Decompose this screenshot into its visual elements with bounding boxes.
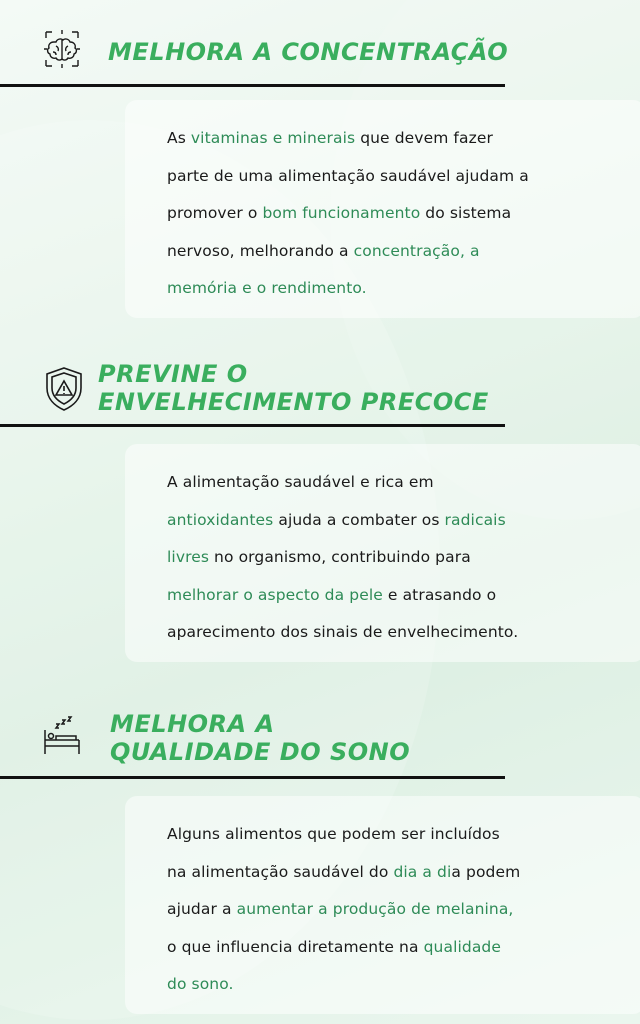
highlight-text: memória e o rendimento. xyxy=(167,279,367,297)
body-text: o que influencia diretamente na xyxy=(167,937,424,956)
section-heading xyxy=(98,360,489,416)
body-line xyxy=(167,816,615,854)
body-line xyxy=(167,854,615,892)
body-text: Alguns alimentos que podem ser incluídos xyxy=(167,825,500,843)
shield-warning-icon xyxy=(44,366,84,412)
body-line xyxy=(167,891,615,929)
body-text: do sistema xyxy=(420,204,512,222)
highlight-text: aumentar a produção de melanina, xyxy=(236,900,514,918)
body-text: parte de uma alimentação saudável ajudam a xyxy=(167,166,529,185)
body-line xyxy=(167,270,615,308)
highlight-text: antioxidantes xyxy=(167,510,274,529)
section-heading xyxy=(108,38,508,66)
highlight-text: livres xyxy=(167,548,210,566)
body-line xyxy=(167,502,615,540)
heading-line: MELHORA A xyxy=(110,710,275,738)
highlight-text: melhorar o aspecto da pele xyxy=(167,585,383,604)
highlight-text: vitaminas e minerais xyxy=(190,129,356,147)
body-line xyxy=(167,233,615,271)
body-line xyxy=(167,464,615,502)
section-divider xyxy=(0,424,505,427)
body-line xyxy=(167,195,615,233)
highlight-text: dia a di xyxy=(393,862,452,881)
section-card xyxy=(125,100,640,318)
body-text: ajuda a combater os xyxy=(273,510,445,529)
body-line xyxy=(167,966,615,1004)
sleeping-bed-icon xyxy=(42,716,82,756)
body-text: promover o xyxy=(167,204,263,222)
body-text: nervoso, melhorando a xyxy=(167,241,354,260)
body-line xyxy=(167,158,615,196)
body-text: As xyxy=(167,129,191,147)
section-heading xyxy=(110,710,410,766)
section-divider xyxy=(0,776,505,779)
body-text: ajudar a xyxy=(167,900,237,918)
brain-icon xyxy=(42,28,82,70)
highlight-text: qualidade xyxy=(423,937,501,956)
highlight-text: do sono. xyxy=(167,975,234,993)
body-text: a podem xyxy=(451,862,521,881)
heading-line: ENVELHECIMENTO PRECOCE xyxy=(98,388,489,416)
body-line xyxy=(167,929,615,967)
section-card xyxy=(125,796,640,1014)
highlight-text: radicais xyxy=(444,510,506,529)
body-text: que devem fazer xyxy=(355,129,493,147)
body-line xyxy=(167,614,615,652)
body-text: na alimentação saudável do xyxy=(167,862,394,881)
heading-line: QUALIDADE DO SONO xyxy=(110,738,411,766)
heading-line: PREVINE O xyxy=(98,360,248,388)
body-text: aparecimento dos sinais de envelhecimento. xyxy=(167,623,519,641)
body-line xyxy=(167,539,615,577)
body-text: e atrasando o xyxy=(382,585,497,604)
highlight-text: bom funcionamento xyxy=(262,204,421,222)
section-divider xyxy=(0,84,505,87)
body-text: A alimentação saudável e rica em xyxy=(167,473,434,491)
highlight-text: concentração, a xyxy=(353,241,480,260)
section-card xyxy=(125,444,640,662)
body-text: no organismo, contribuindo para xyxy=(209,548,471,566)
body-line xyxy=(167,120,615,158)
heading-line: MELHORA A CONCENTRAÇÃO xyxy=(108,38,509,66)
body-line xyxy=(167,577,615,615)
